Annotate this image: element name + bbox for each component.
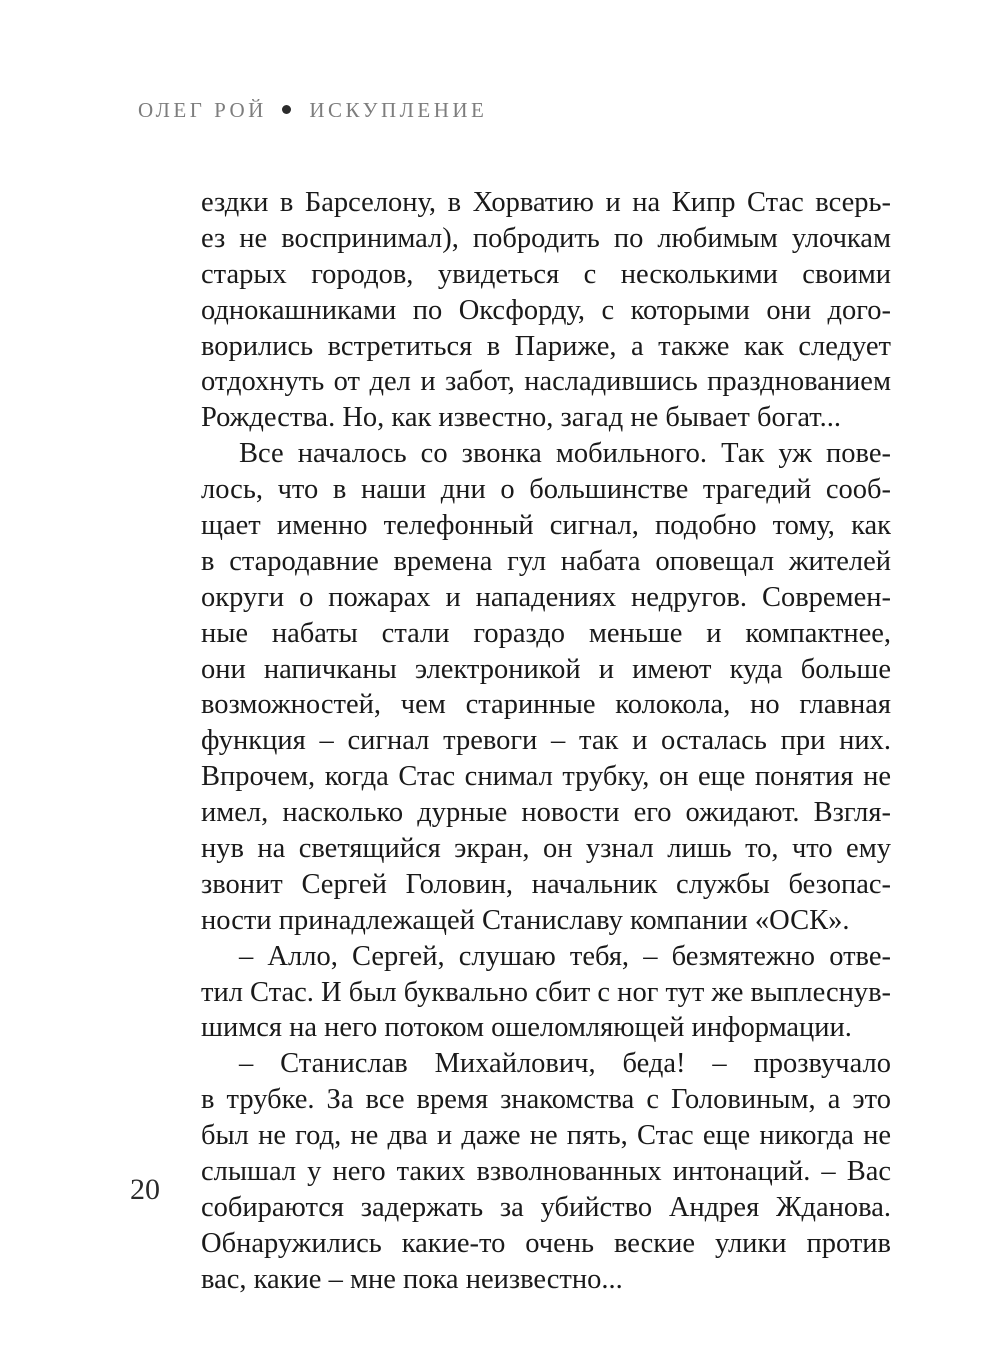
text-line: Рождества. Но, как известно, загад не бывает богат...: [201, 402, 841, 434]
text-line: Впрочем, когда Стас снимал трубку, он еще понятия не: [201, 761, 891, 793]
text-line: ности принадлежащей Станиславу компании «ОСК».: [201, 904, 850, 936]
body-text: [201, 185, 891, 1298]
text-line: ные набаты стали гораздо меньше и компактнее,: [201, 617, 891, 649]
text-line: функция – сигнал тревоги – так и осталась при них.: [201, 725, 891, 757]
text-line: лось, что в наши дни о большинстве трагедий сооб-: [201, 474, 891, 506]
running-header: [138, 98, 487, 123]
text-line: вас, какие – мне пока неизвестно...: [201, 1263, 623, 1295]
header-author: ОЛЕГ РОЙ: [138, 98, 267, 122]
text-line: отдохнуть от дел и забот, насладившись празднованием: [201, 366, 891, 398]
text-line: ворились встретиться в Париже, а также как следует: [201, 330, 891, 362]
text-line: старых городов, увидеться с несколькими своими: [201, 258, 891, 290]
text-line: тил Стас. И был буквально сбит с ног тут же выплеснув-: [201, 976, 892, 1008]
text-line: слышал у него таких взволнованных интонаций. – Вас: [201, 1156, 891, 1188]
text-line: ез не воспринимал), побродить по любимым улочкам: [201, 222, 891, 254]
text-line: однокашниками по Оксфорду, с которыми они дого-: [201, 294, 891, 326]
text-line: Обнаружились какие-то очень веские улики против: [201, 1227, 891, 1259]
text-line: звонит Сергей Головин, начальник службы безопас-: [201, 868, 891, 900]
header-book-title: ИСКУПЛЕНИЕ: [309, 98, 488, 122]
text-line: собираются задержать за убийство Андрея Жданова.: [201, 1191, 891, 1223]
text-line: – Алло, Сергей, слушаю тебя, – безмятежно отве-: [239, 940, 891, 972]
text-line: в трубке. За все время знакомства с Головиным, а это: [201, 1084, 891, 1116]
text-line: был не год, не два и даже не пять, Стас еще никогда не: [201, 1120, 891, 1152]
text-line: в стародавние времена гул набата оповещал жителей: [201, 545, 891, 577]
text-line: имел, насколько дурные новости его ожидают. Взгля-: [201, 797, 891, 829]
text-line: нув на светящийся экран, он узнал лишь то, что ему: [201, 833, 891, 865]
text-line: – Станислав Михайлович, беда! – прозвучало: [239, 1048, 891, 1080]
text-line: ездки в Барселону, в Хорватию и на Кипр Стас всерь-: [201, 187, 891, 218]
bullet-separator-icon: [282, 105, 291, 114]
text-line: они напичканы электроникой и имеют куда больше: [201, 653, 891, 685]
text-line: шимся на него потоком ошеломляющей информации.: [201, 1012, 852, 1044]
page-number: 20: [130, 1173, 160, 1206]
text-line: Все началось со звонка мобильного. Так уж пове-: [239, 438, 891, 470]
text-line: округи о пожарах и нападениях недругов. Современ-: [201, 581, 891, 613]
text-line: щает именно телефонный сигнал, подобно тому, как: [201, 510, 891, 542]
text-line: возможностей, чем старинные колокола, но главная: [201, 689, 891, 721]
